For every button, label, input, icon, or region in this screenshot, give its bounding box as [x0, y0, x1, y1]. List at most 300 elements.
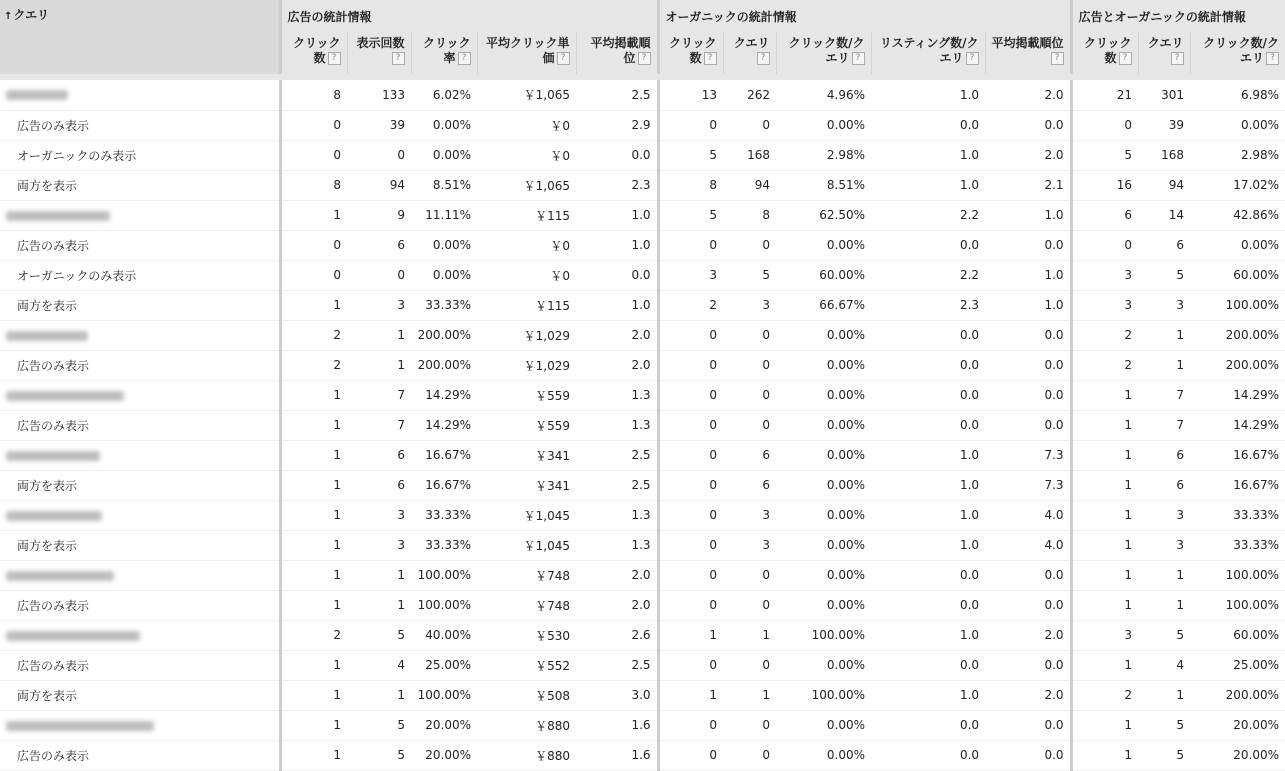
- metric-cell: 0: [658, 500, 723, 530]
- metric-cell: 9: [347, 200, 411, 230]
- help-icon[interactable]: ?: [392, 52, 405, 65]
- sort-ascending-icon: ↑: [4, 11, 13, 22]
- query-cell: [0, 200, 280, 230]
- metric-cell: 2.3: [871, 290, 985, 320]
- metric-cell: 6: [347, 440, 411, 470]
- metric-cell: 2.0: [576, 590, 658, 620]
- query-cell: [0, 500, 280, 530]
- table-body: [0, 80, 1285, 770]
- metric-cell: 1.0: [576, 230, 658, 260]
- metric-cell: 1: [1071, 590, 1138, 620]
- metric-cell: 3: [723, 500, 776, 530]
- metric-cell: 7.3: [985, 470, 1071, 500]
- metric-cell: 1: [280, 470, 347, 500]
- metric-cell: 0.0: [985, 380, 1071, 410]
- table-row-query: [0, 200, 1285, 230]
- metric-cell: 0: [658, 380, 723, 410]
- metric-cell: 100.00%: [1190, 560, 1285, 590]
- metric-cell: 1.0: [871, 530, 985, 560]
- metric-cell: 42.86%: [1190, 200, 1285, 230]
- column-header-label: クリック数: [1084, 36, 1132, 65]
- metric-cell: 8.51%: [776, 170, 871, 200]
- column-header-organic-4[interactable]: [985, 32, 1071, 74]
- metric-cell: 200.00%: [1190, 350, 1285, 380]
- metric-cell: 94: [723, 170, 776, 200]
- metric-cell: 0: [658, 320, 723, 350]
- metric-cell: 1.0: [871, 620, 985, 650]
- metric-cell: ￥1,029: [477, 350, 576, 380]
- metric-cell: ￥0: [477, 230, 576, 260]
- metric-cell: 3: [723, 530, 776, 560]
- metric-cell: 8: [723, 200, 776, 230]
- metric-cell: 0: [658, 650, 723, 680]
- query-cell: [0, 650, 280, 680]
- metric-cell: ￥880: [477, 710, 576, 740]
- metric-cell: 0.00%: [776, 410, 871, 440]
- query-cell: [0, 740, 280, 770]
- metric-cell: 1: [280, 560, 347, 590]
- metric-cell: 1: [1071, 500, 1138, 530]
- metric-cell: 5: [658, 200, 723, 230]
- redacted-query-text[interactable]: [6, 451, 100, 461]
- metric-cell: 0: [658, 350, 723, 380]
- query-cell: [0, 560, 280, 590]
- metric-cell: 1: [1071, 650, 1138, 680]
- metric-cell: 5: [1138, 710, 1190, 740]
- metric-cell: 1: [1138, 680, 1190, 710]
- metric-cell: 5: [347, 740, 411, 770]
- query-subtype-label: 広告のみ表示: [17, 118, 90, 133]
- metric-cell: 5: [1138, 740, 1190, 770]
- metric-cell: 0.00%: [776, 230, 871, 260]
- metric-cell: 6.02%: [411, 80, 477, 110]
- metric-cell: 1: [280, 380, 347, 410]
- metric-cell: 2.9: [576, 110, 658, 140]
- metric-cell: 1.0: [871, 680, 985, 710]
- metric-cell: ￥559: [477, 380, 576, 410]
- metric-cell: 0: [280, 140, 347, 170]
- metric-cell: 0.00%: [411, 140, 477, 170]
- metric-cell: 1.0: [985, 290, 1071, 320]
- column-header-label: クリック数: [292, 36, 341, 65]
- table-row-query: [0, 500, 1285, 530]
- metric-cell: 100.00%: [1190, 290, 1285, 320]
- query-column-header[interactable]: [0, 0, 280, 74]
- metric-cell: 1.3: [576, 500, 658, 530]
- metric-cell: 0: [1071, 230, 1138, 260]
- help-icon[interactable]: ?: [1119, 52, 1132, 65]
- metric-cell: 3.0: [576, 680, 658, 710]
- metric-cell: 0: [280, 260, 347, 290]
- metric-cell: 0.00%: [1190, 110, 1285, 140]
- metric-cell: 3: [347, 500, 411, 530]
- metric-cell: 0: [658, 410, 723, 440]
- metric-cell: 1.0: [871, 140, 985, 170]
- metric-cell: 60.00%: [1190, 620, 1285, 650]
- query-cell: [0, 530, 280, 560]
- table-row-subtype: [0, 110, 1285, 140]
- metric-cell: 16.67%: [411, 440, 477, 470]
- metric-cell: 200.00%: [411, 320, 477, 350]
- help-icon[interactable]: ?: [757, 52, 770, 65]
- metric-cell: 14: [1138, 200, 1190, 230]
- metric-cell: 2: [1071, 320, 1138, 350]
- metric-cell: 3: [347, 530, 411, 560]
- help-icon[interactable]: ?: [966, 52, 979, 65]
- query-subtype-label: 両方を表示: [17, 688, 78, 703]
- metric-cell: 33.33%: [411, 290, 477, 320]
- table-row-query: [0, 80, 1285, 110]
- metric-cell: 2.5: [576, 650, 658, 680]
- column-header-label: クリック数/クエリ: [788, 36, 865, 65]
- metric-cell: 1.0: [576, 290, 658, 320]
- metric-cell: 0.00%: [776, 500, 871, 530]
- table-row-query: [0, 710, 1285, 740]
- metric-cell: 60.00%: [776, 260, 871, 290]
- table-row-subtype: [0, 350, 1285, 380]
- query-subtype-label: オーガニックのみ表示: [17, 268, 137, 283]
- metric-cell: 4: [347, 650, 411, 680]
- metric-cell: 0: [1071, 110, 1138, 140]
- metric-cell: 1: [347, 320, 411, 350]
- metric-cell: ￥559: [477, 410, 576, 440]
- column-header-combined-0[interactable]: [1071, 32, 1138, 74]
- metric-cell: 0.00%: [411, 230, 477, 260]
- metric-cell: 200.00%: [411, 350, 477, 380]
- query-subtype-label: 広告のみ表示: [17, 598, 90, 613]
- metric-cell: 0: [723, 320, 776, 350]
- metric-cell: 2: [280, 620, 347, 650]
- column-header-ad-2[interactable]: [411, 32, 477, 74]
- metric-cell: 0: [658, 740, 723, 770]
- metric-cell: 1.0: [871, 500, 985, 530]
- metric-cell: 6: [1138, 230, 1190, 260]
- query-cell: [0, 320, 280, 350]
- metric-cell: 5: [1071, 140, 1138, 170]
- column-header-label: 平均掲載順位: [991, 36, 1064, 50]
- column-header-organic-3[interactable]: [871, 32, 985, 74]
- metric-cell: 0: [658, 530, 723, 560]
- metric-cell: 5: [1138, 620, 1190, 650]
- help-icon[interactable]: ?: [638, 52, 651, 65]
- metric-cell: 0: [723, 110, 776, 140]
- metric-cell: 4.0: [985, 530, 1071, 560]
- query-cell: [0, 470, 280, 500]
- metric-cell: 6: [1138, 440, 1190, 470]
- metric-cell: 0.00%: [776, 440, 871, 470]
- table-row-subtype: [0, 170, 1285, 200]
- metric-cell: 0.00%: [776, 710, 871, 740]
- metric-cell: 1: [1071, 740, 1138, 770]
- metric-cell: 1: [347, 560, 411, 590]
- metric-cell: ￥880: [477, 740, 576, 770]
- metric-cell: ￥1,065: [477, 170, 576, 200]
- table-row-subtype: [0, 410, 1285, 440]
- metric-cell: 16: [1071, 170, 1138, 200]
- metric-cell: 8: [280, 80, 347, 110]
- metric-cell: 0: [723, 410, 776, 440]
- metric-cell: 62.50%: [776, 200, 871, 230]
- metric-cell: 33.33%: [1190, 500, 1285, 530]
- metric-cell: 6: [723, 440, 776, 470]
- metric-cell: 200.00%: [1190, 680, 1285, 710]
- metric-cell: 2.2: [871, 200, 985, 230]
- metric-cell: 6: [1138, 470, 1190, 500]
- query-subtype-label: 広告のみ表示: [17, 748, 90, 763]
- metric-cell: 60.00%: [1190, 260, 1285, 290]
- metric-cell: 0.0: [985, 740, 1071, 770]
- metric-cell: 1: [1138, 590, 1190, 620]
- help-icon[interactable]: ?: [704, 52, 717, 65]
- metric-cell: 1: [280, 590, 347, 620]
- group-header-organic-stats: オーガニックの統計情報: [658, 0, 1071, 32]
- metric-cell: 0.00%: [776, 320, 871, 350]
- query-cell: [0, 680, 280, 710]
- query-cell: [0, 110, 280, 140]
- metric-cell: 2.0: [576, 560, 658, 590]
- help-icon[interactable]: ?: [1266, 52, 1279, 65]
- metric-cell: 0.0: [985, 560, 1071, 590]
- metric-cell: 3: [658, 260, 723, 290]
- metric-cell: 2.0: [985, 140, 1071, 170]
- metric-cell: 6: [1071, 200, 1138, 230]
- metric-cell: 0.0: [871, 110, 985, 140]
- metric-cell: 100.00%: [776, 680, 871, 710]
- help-icon[interactable]: ?: [1171, 52, 1184, 65]
- metric-cell: 1: [1071, 710, 1138, 740]
- column-header-organic-2[interactable]: [776, 32, 871, 74]
- table-header: [0, 0, 1285, 80]
- metric-cell: 3: [347, 290, 411, 320]
- metric-cell: 16.67%: [411, 470, 477, 500]
- metric-cell: 1: [1071, 380, 1138, 410]
- metric-cell: 2: [280, 350, 347, 380]
- help-icon[interactable]: ?: [557, 52, 570, 65]
- metric-cell: 100.00%: [411, 680, 477, 710]
- metric-cell: 0.0: [871, 380, 985, 410]
- redacted-query-text[interactable]: [6, 721, 154, 731]
- column-header-ad-1[interactable]: [347, 32, 411, 74]
- redacted-query-text[interactable]: [6, 631, 140, 641]
- metric-cell: ￥115: [477, 200, 576, 230]
- metric-cell: 7: [1138, 410, 1190, 440]
- metric-cell: 100.00%: [776, 620, 871, 650]
- metric-cell: 1: [1071, 560, 1138, 590]
- table-row-query: [0, 380, 1285, 410]
- metric-cell: 3: [1138, 500, 1190, 530]
- metric-cell: 0.00%: [776, 350, 871, 380]
- metric-cell: 0: [723, 350, 776, 380]
- metric-cell: 2.0: [576, 350, 658, 380]
- metric-cell: 0.0: [985, 410, 1071, 440]
- metric-cell: ￥748: [477, 560, 576, 590]
- metric-cell: 0: [658, 710, 723, 740]
- help-icon[interactable]: ?: [328, 52, 341, 65]
- metric-cell: 0: [723, 560, 776, 590]
- metric-cell: 2.1: [985, 170, 1071, 200]
- metric-cell: 3: [1138, 290, 1190, 320]
- metric-cell: 0.0: [985, 650, 1071, 680]
- metric-cell: 0.00%: [776, 740, 871, 770]
- metric-cell: 0.0: [576, 140, 658, 170]
- metric-cell: 25.00%: [411, 650, 477, 680]
- metric-cell: 168: [723, 140, 776, 170]
- metric-cell: 39: [347, 110, 411, 140]
- table-row-subtype: [0, 530, 1285, 560]
- metric-cell: 20.00%: [411, 740, 477, 770]
- metric-cell: 0.00%: [1190, 230, 1285, 260]
- metric-cell: 2: [658, 290, 723, 320]
- metric-cell: 1.3: [576, 530, 658, 560]
- metric-cell: 1: [723, 680, 776, 710]
- metric-cell: 2: [1071, 350, 1138, 380]
- query-subtype-label: 広告のみ表示: [17, 238, 90, 253]
- redacted-query-text[interactable]: [6, 211, 110, 221]
- metric-cell: 100.00%: [411, 560, 477, 590]
- metric-cell: 13: [658, 80, 723, 110]
- metric-cell: ￥1,045: [477, 500, 576, 530]
- metric-cell: 1: [1138, 320, 1190, 350]
- metric-cell: 0: [723, 230, 776, 260]
- metric-cell: 3: [1071, 290, 1138, 320]
- metric-cell: 0: [347, 140, 411, 170]
- redacted-query-text[interactable]: [6, 571, 114, 581]
- metric-cell: ￥1,045: [477, 530, 576, 560]
- metric-cell: 2.6: [576, 620, 658, 650]
- metric-cell: 4: [1138, 650, 1190, 680]
- column-header-combined-2[interactable]: [1190, 32, 1285, 74]
- redacted-query-text[interactable]: [6, 511, 102, 521]
- metric-cell: 5: [1138, 260, 1190, 290]
- column-header-organic-0[interactable]: [658, 32, 723, 74]
- query-cell: [0, 230, 280, 260]
- metric-cell: 1.0: [985, 200, 1071, 230]
- metric-cell: 1: [280, 740, 347, 770]
- metric-cell: 2.0: [985, 680, 1071, 710]
- group-header-ad-stats: 広告の統計情報: [280, 0, 658, 32]
- metric-cell: 0.0: [985, 320, 1071, 350]
- column-header-combined-1[interactable]: [1138, 32, 1190, 74]
- metric-cell: 1.3: [576, 380, 658, 410]
- column-header-label: 表示回数: [356, 36, 405, 50]
- group-header-combined-stats: 広告とオーガニックの統計情報: [1071, 0, 1285, 32]
- query-cell: [0, 80, 280, 110]
- metric-cell: 7.3: [985, 440, 1071, 470]
- column-header-label: リスティング数/クエリ: [879, 36, 979, 65]
- metric-cell: ￥1,065: [477, 80, 576, 110]
- metric-cell: 1: [1138, 560, 1190, 590]
- metric-cell: 1.0: [985, 260, 1071, 290]
- metric-cell: 3: [1138, 530, 1190, 560]
- metric-cell: 2.0: [985, 80, 1071, 110]
- help-icon[interactable]: ?: [852, 52, 865, 65]
- metric-cell: 0.0: [871, 320, 985, 350]
- metric-cell: 11.11%: [411, 200, 477, 230]
- metric-cell: 8.51%: [411, 170, 477, 200]
- metric-cell: 0.0: [985, 230, 1071, 260]
- column-header-ad-3[interactable]: [477, 32, 576, 74]
- metric-cell: 1: [1138, 350, 1190, 380]
- table-row-subtype: [0, 680, 1285, 710]
- metric-cell: 0: [723, 380, 776, 410]
- metric-cell: 0: [658, 590, 723, 620]
- metric-cell: 1.0: [871, 470, 985, 500]
- column-header-organic-1[interactable]: [723, 32, 776, 74]
- metric-cell: 0: [347, 260, 411, 290]
- metric-cell: 0.0: [871, 740, 985, 770]
- help-icon[interactable]: ?: [458, 52, 471, 65]
- metric-cell: 14.29%: [1190, 410, 1285, 440]
- metric-cell: 0.0: [576, 260, 658, 290]
- column-header-ad-4[interactable]: [576, 32, 658, 74]
- query-subtype-label: 広告のみ表示: [17, 658, 90, 673]
- metric-cell: 14.29%: [411, 380, 477, 410]
- metric-cell: 0.0: [871, 650, 985, 680]
- metric-cell: ￥1,029: [477, 320, 576, 350]
- metric-cell: 2.3: [576, 170, 658, 200]
- redacted-query-text[interactable]: [6, 90, 68, 100]
- table-row-subtype: [0, 230, 1285, 260]
- redacted-query-text[interactable]: [6, 391, 124, 401]
- metric-cell: 1: [1071, 410, 1138, 440]
- metric-cell: 168: [1138, 140, 1190, 170]
- metric-cell: 0.00%: [776, 650, 871, 680]
- metric-cell: 17.02%: [1190, 170, 1285, 200]
- query-cell: [0, 410, 280, 440]
- metric-cell: 0.0: [871, 590, 985, 620]
- metric-cell: 20.00%: [1190, 710, 1285, 740]
- query-cell: [0, 380, 280, 410]
- redacted-query-text[interactable]: [6, 331, 88, 341]
- query-column-label: クエリ: [13, 8, 50, 22]
- metric-cell: 0: [658, 110, 723, 140]
- metric-cell: 0.0: [871, 410, 985, 440]
- column-header-ad-0[interactable]: [280, 32, 347, 74]
- metric-cell: 14.29%: [411, 410, 477, 440]
- metric-cell: 0: [723, 710, 776, 740]
- metric-cell: 100.00%: [1190, 590, 1285, 620]
- metric-cell: 1: [280, 530, 347, 560]
- metric-cell: 94: [347, 170, 411, 200]
- table-row-subtype: [0, 650, 1285, 680]
- metric-cell: 1: [280, 500, 347, 530]
- metric-cell: 1.0: [576, 200, 658, 230]
- metric-cell: 1: [280, 290, 347, 320]
- query-cell: [0, 440, 280, 470]
- table-row-query: [0, 560, 1285, 590]
- query-cell: [0, 260, 280, 290]
- metric-cell: 0.00%: [776, 590, 871, 620]
- metric-cell: 2.98%: [776, 140, 871, 170]
- metric-cell: 1.6: [576, 740, 658, 770]
- metric-cell: 0.0: [985, 350, 1071, 380]
- metric-cell: 1: [280, 440, 347, 470]
- query-cell: [0, 290, 280, 320]
- table-row-subtype: [0, 260, 1285, 290]
- metric-cell: ￥508: [477, 680, 576, 710]
- metric-cell: 33.33%: [1190, 530, 1285, 560]
- column-header-label: 平均掲載順位: [590, 36, 651, 65]
- metric-cell: 1: [280, 680, 347, 710]
- column-header-label: 平均クリック単価: [485, 36, 570, 65]
- metric-cell: 2: [1071, 680, 1138, 710]
- table-row-query: [0, 320, 1285, 350]
- metric-cell: 33.33%: [411, 530, 477, 560]
- metric-cell: 39: [1138, 110, 1190, 140]
- metric-cell: 16.67%: [1190, 470, 1285, 500]
- metric-cell: 0: [658, 470, 723, 500]
- help-icon[interactable]: ?: [1051, 52, 1064, 65]
